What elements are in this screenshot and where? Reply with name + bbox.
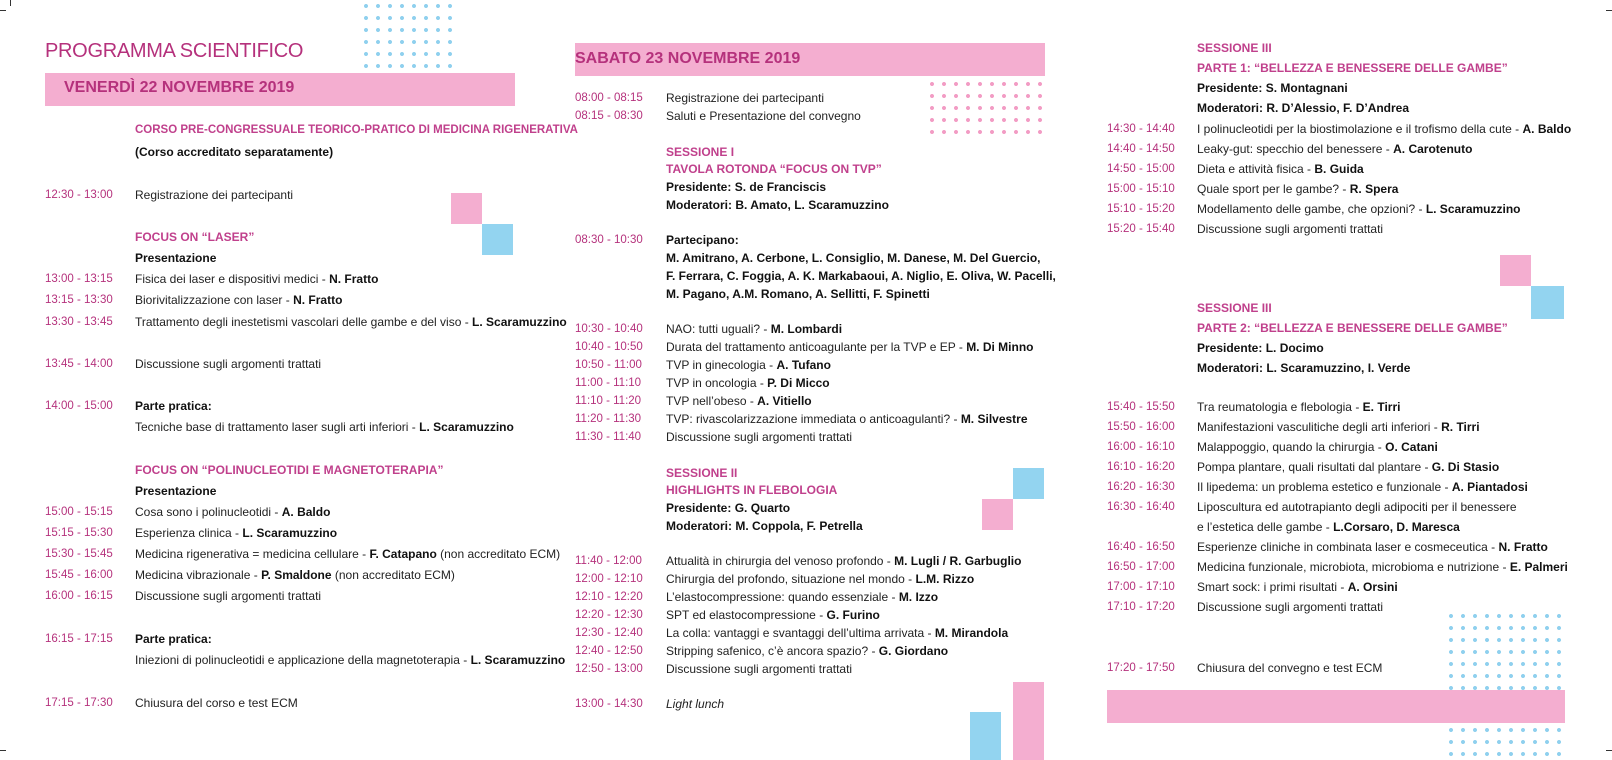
session-item: Dieta e attività fisica - B. Guida: [1197, 162, 1364, 176]
course-note: (Corso accreditato separatamente): [135, 145, 334, 159]
session-title: HIGHLIGHTS IN FLEBOLOGIA: [666, 483, 838, 497]
time-label: 10:30 - 10:40: [575, 323, 643, 335]
session-item: Discussione sugli argomenti trattati: [1197, 600, 1384, 614]
time-label: 16:30 - 16:40: [1107, 501, 1175, 513]
session-item: Pompa plantare, quali risultati dal plantare - G. Di Stasio: [1197, 460, 1500, 474]
day-title: VENERDÌ 22 NOVEMBRE 2019: [64, 79, 295, 96]
session-item: Chiusura del corso e test ECM: [135, 696, 298, 710]
decor-square: [982, 499, 1013, 530]
time-label: 17:15 - 17:30: [45, 697, 113, 709]
time-label: 12:40 - 12:50: [575, 645, 643, 657]
course-title: CORSO PRE-CONGRESSUALE TEORICO-PRATICO DI MEDICINA RIGENERATIVA: [135, 124, 578, 136]
session-item: Light lunch: [666, 697, 725, 711]
session-item: Il lipedema: un problema estetico e funzionale - A. Piantadosi: [1197, 480, 1528, 494]
session-item: Chirurgia del profondo, situazione nel mondo - L.M. Rizzo: [666, 572, 975, 586]
time-label: 15:30 - 15:45: [45, 548, 113, 560]
time-label: 15:00 - 15:10: [1107, 183, 1175, 195]
decor-square: [1500, 255, 1531, 286]
time-label: 13:15 - 13:30: [45, 294, 113, 306]
time-label: 16:40 - 16:50: [1107, 541, 1175, 553]
time-label: 12:20 - 12:30: [575, 609, 643, 621]
session-item: Discussione sugli argomenti trattati: [666, 662, 853, 676]
time-label: 11:00 - 11:10: [575, 377, 642, 389]
time-label: 08:15 - 08:30: [575, 110, 643, 122]
participants-line: M. Pagano, A.M. Romano, A. Sellitti, F. Spinetti: [666, 287, 930, 301]
time-label: 17:00 - 17:10: [1107, 581, 1175, 593]
time-label: 16:00 - 16:10: [1107, 441, 1175, 453]
session-item: I polinucleotidi per la biostimolazione e il trofismo della cute - A. Baldo: [1197, 122, 1572, 136]
time-label: 16:50 - 17:00: [1107, 561, 1175, 573]
session-item: La colla: vantaggi e svantaggi dell’ultima arrivata - M. Mirandola: [666, 626, 1009, 640]
session-president: Presidente: S. Montagnani: [1197, 81, 1348, 95]
session-item: Quale sport per le gambe? - R. Spera: [1197, 182, 1399, 196]
session-item: Trattamento degli inestetismi vascolari delle gambe e del viso - L. Scaramuzzino: [135, 315, 567, 329]
decor-dots: [926, 78, 1046, 140]
session-item: Medicina vibrazionale - P. Smaldone (non accreditato ECM): [135, 568, 455, 582]
time-label: 13:45 - 14:00: [45, 358, 113, 370]
time-label: 15:50 - 16:00: [1107, 421, 1175, 433]
time-label: 15:00 - 15:15: [45, 506, 113, 518]
session-title: TAVOLA ROTONDA “FOCUS ON TVP”: [666, 162, 882, 176]
time-label: 17:20 - 17:50: [1107, 662, 1175, 674]
session-item: Cosa sono i polinucleotidi - A. Baldo: [135, 505, 331, 519]
decor-square: [1531, 286, 1564, 319]
time-label: 15:20 - 15:40: [1107, 223, 1175, 235]
time-label: 11:20 - 11:30: [575, 413, 642, 425]
session-item: SPT ed elastocompressione - G. Furino: [666, 608, 880, 622]
time-label: 12:00 - 12:10: [575, 573, 643, 585]
session-item: TVP in ginecologia - A. Tufano: [666, 358, 831, 372]
time-label: 16:00 - 16:15: [45, 590, 113, 602]
time-label: 14:30 - 14:40: [1107, 123, 1175, 135]
time-label: 15:10 - 15:20: [1107, 203, 1175, 215]
session-item: Leaky-gut: specchio del benessere - A. Carotenuto: [1197, 142, 1473, 156]
practice-title: Parte pratica:: [135, 632, 212, 646]
focus-sub: Presentazione: [135, 251, 217, 265]
time-label: 12:10 - 12:20: [575, 591, 643, 603]
decor-bar: [970, 712, 1001, 760]
participants-title: Partecipano:: [666, 233, 739, 247]
time-label: 15:15 - 15:30: [45, 527, 113, 539]
page-title: PROGRAMMA SCIENTIFICO: [45, 40, 304, 62]
time-label: 16:20 - 16:30: [1107, 481, 1175, 493]
session-item: Discussione sugli argomenti trattati: [135, 589, 322, 603]
session-item: Smart sock: i primi risultati - A. Orsini: [1197, 580, 1398, 594]
time-label: 15:40 - 15:50: [1107, 401, 1175, 413]
session-item: Registrazione dei partecipanti: [135, 188, 294, 202]
decor-dots: [1445, 610, 1565, 690]
time-label: 13:00 - 13:15: [45, 273, 113, 285]
session-item: Attualità in chirurgia del venoso profondo - M. Lugli / R. Garbuglio: [666, 554, 1022, 568]
focus-sub: Presentazione: [135, 484, 217, 498]
session-moderators: Moderatori: B. Amato, L. Scaramuzzino: [666, 198, 889, 212]
session-president: Presidente: L. Docimo: [1197, 341, 1324, 355]
session-president: Presidente: S. de Franciscis: [666, 180, 827, 194]
session-label: SESSIONE III: [1197, 301, 1272, 315]
session-item: Stripping safenico, c’è ancora spazio? - G. Giordano: [666, 644, 949, 658]
session-item: Tra reumatologia e flebologia - E. Tirri: [1197, 400, 1401, 414]
session-item: L’elastocompressione: quando essenziale - M. Izzo: [666, 590, 939, 604]
crop-mark: [10, 0, 11, 6]
crop-mark: [1606, 750, 1612, 751]
decor-square: [482, 224, 513, 255]
time-label: 14:40 - 14:50: [1107, 143, 1175, 155]
decor-dots: [360, 0, 452, 72]
session-item: Tecniche base di trattamento laser sugli arti inferiori - L. Scaramuzzino: [135, 420, 514, 434]
session-item: Chiusura del convegno e test ECM: [1197, 661, 1383, 675]
session-moderators: Moderatori: L. Scaramuzzino, I. Verde: [1197, 361, 1411, 375]
session-item: Modellamento delle gambe, che opzioni? - L. Scaramuzzino: [1197, 202, 1521, 216]
session-item: Registrazione dei partecipanti: [666, 91, 825, 105]
footer-band: [1107, 690, 1565, 723]
session-president: Presidente: G. Quarto: [666, 501, 791, 515]
session-title: PARTE 2: “BELLEZZA E BENESSERE DELLE GAMBE”: [1197, 321, 1508, 335]
time-label: 08:00 - 08:15: [575, 92, 643, 104]
session-item: Saluti e Presentazione del convegno: [666, 109, 861, 123]
session-item: Fisica dei laser e dispositivi medici - N. Fratto: [135, 272, 379, 286]
session-item: Malappoggio, quando la chirurgia - O. Catani: [1197, 440, 1438, 454]
time-label: 14:50 - 15:00: [1107, 163, 1175, 175]
session-item: Discussione sugli argomenti trattati: [1197, 222, 1384, 236]
time-label: 10:40 - 10:50: [575, 341, 643, 353]
time-label: 13:30 - 13:45: [45, 316, 113, 328]
time-label: 12:50 - 13:00: [575, 663, 643, 675]
crop-mark: [0, 750, 6, 751]
crop-mark: [0, 10, 6, 11]
decor-square: [451, 193, 482, 224]
session-item: Discussione sugli argomenti trattati: [135, 357, 322, 371]
time-label: 11:30 - 11:40: [575, 431, 642, 443]
time-label: 11:40 - 12:00: [575, 555, 642, 567]
decor-square: [1013, 468, 1044, 499]
time-label: 15:45 - 16:00: [45, 569, 113, 581]
day-title: SABATO 23 NOVEMBRE 2019: [575, 50, 801, 67]
session-item: Esperienze cliniche in combinata laser e cosmeceutica - N. Fratto: [1197, 540, 1548, 554]
session-item: Durata del trattamento anticoagulante per la TVP e EP - M. Di Minno: [666, 340, 1034, 354]
time-label: 16:15 - 17:15: [45, 633, 113, 645]
session-item-continued: e l’estetica delle gambe - L.Corsaro, D. Maresca: [1197, 520, 1460, 534]
session-moderators: Moderatori: R. D’Alessio, F. D’Andrea: [1197, 101, 1410, 115]
time-label: 12:30 - 13:00: [45, 189, 113, 201]
time-label: 16:10 - 16:20: [1107, 461, 1175, 473]
time-label: 08:30 - 10:30: [575, 234, 643, 246]
decor-bar: [1013, 682, 1044, 760]
session-item: NAO: tutti uguali? - M. Lombardi: [666, 322, 843, 336]
session-moderators: Moderatori: M. Coppola, F. Petrella: [666, 519, 863, 533]
session-title: PARTE 1: “BELLEZZA E BENESSERE DELLE GAMBE”: [1197, 61, 1508, 75]
session-label: SESSIONE II: [666, 466, 738, 480]
time-label: 13:00 - 14:30: [575, 698, 643, 710]
focus-title: FOCUS ON “POLINUCLEOTIDI E MAGNETOTERAPIA”: [135, 463, 444, 477]
session-item: TVP nell’obeso - A. Vitiello: [666, 394, 812, 408]
focus-title: FOCUS ON “LASER”: [135, 230, 255, 244]
session-item: Medicina funzionale, microbiota, microbioma e nutrizione - E. Palmeri: [1197, 560, 1568, 574]
participants-line: M. Amitrano, A. Cerbone, L. Consiglio, M. Danese, M. Del Guercio,: [666, 251, 1041, 265]
time-label: 12:30 - 12:40: [575, 627, 643, 639]
time-label: 11:10 - 11:20: [575, 395, 642, 407]
decor-dots: [1445, 724, 1565, 760]
session-label: SESSIONE I: [666, 145, 735, 159]
session-item: Manifestazioni vasculitiche degli arti inferiori - R. Tirri: [1197, 420, 1480, 434]
session-item: TVP in oncologia - P. Di Micco: [666, 376, 830, 390]
time-label: 10:50 - 11:00: [575, 359, 642, 371]
session-item: Biorivitalizzazione con laser - N. Fratto: [135, 293, 343, 307]
time-label: 17:10 - 17:20: [1107, 601, 1175, 613]
session-item: Iniezioni di polinucleotidi e applicazione della magnetoterapia - L. Scaramuzzino: [135, 653, 566, 667]
practice-title: Parte pratica:: [135, 399, 212, 413]
session-item: Medicina rigenerativa = medicina cellulare - F. Catapano (non accreditato ECM): [135, 547, 561, 561]
crop-mark: [1606, 10, 1612, 11]
session-item: Liposcultura ed autotrapianto degli adipociti per il benessere: [1197, 500, 1517, 514]
session-item: TVP: rivascolarizzazione immediata o anticoagulanti? - M. Silvestre: [666, 412, 1028, 426]
time-label: 14:00 - 15:00: [45, 400, 113, 412]
session-item: Esperienza clinica - L. Scaramuzzino: [135, 526, 338, 540]
participants-line: F. Ferrara, C. Foggia, A. K. Markabaoui, A. Niglio, E. Oliva, W. Pacelli,: [666, 269, 1056, 283]
session-label: SESSIONE III: [1197, 41, 1272, 55]
session-item: Discussione sugli argomenti trattati: [666, 430, 853, 444]
